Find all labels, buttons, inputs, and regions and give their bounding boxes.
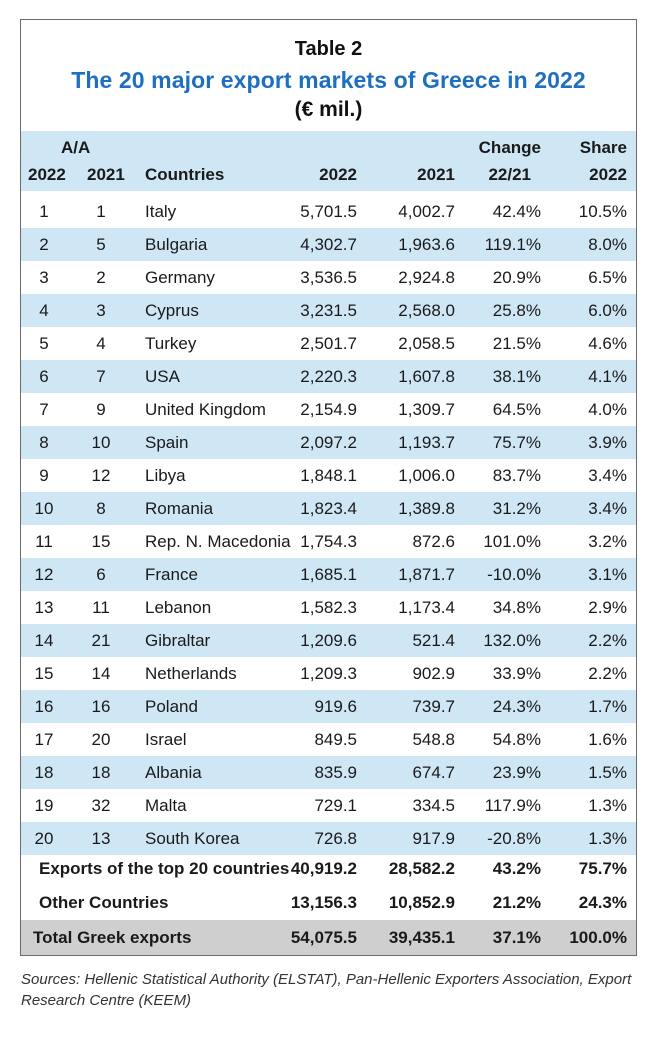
cell-share: 6.5% bbox=[588, 268, 627, 287]
cell-country: Poland bbox=[145, 697, 198, 716]
other-row bbox=[21, 886, 636, 919]
cell-change: 34.8% bbox=[492, 598, 541, 617]
cell-value-2022: 5,701.5 bbox=[300, 202, 357, 221]
cell-rank-2021: 21 bbox=[91, 631, 111, 650]
cell-value-2021: 2,058.5 bbox=[398, 334, 455, 353]
cell-value-2022: 2,501.7 bbox=[300, 334, 357, 353]
cell-value-2021: 1,309.7 bbox=[398, 400, 455, 419]
table-row bbox=[21, 294, 636, 327]
cell-change: 75.7% bbox=[492, 433, 541, 452]
other-label: Other Countries bbox=[39, 893, 169, 912]
table-row bbox=[21, 393, 636, 426]
cell-value-2022: 2,220.3 bbox=[300, 367, 357, 386]
cell-rank-2021: 16 bbox=[91, 697, 111, 716]
cell-value-2022: 1,754.3 bbox=[300, 532, 357, 551]
cell-rank-2021: 11 bbox=[92, 598, 110, 617]
cell-rank-2021: 7 bbox=[96, 367, 106, 386]
header-change-top: Change bbox=[478, 138, 541, 157]
cell-rank-2021: 4 bbox=[96, 334, 106, 353]
top20-value-2021: 28,582.2 bbox=[388, 859, 455, 878]
cell-rank-2022: 16 bbox=[34, 697, 54, 716]
cell-change: 33.9% bbox=[492, 664, 541, 683]
cell-change: 101.0% bbox=[483, 532, 541, 551]
top20-label: Exports of the top 20 countries bbox=[39, 859, 290, 878]
other-change: 21.2% bbox=[492, 893, 541, 912]
cell-country: Cyprus bbox=[145, 301, 199, 320]
cell-rank-2022: 5 bbox=[39, 334, 49, 353]
cell-change: 23.9% bbox=[492, 763, 541, 782]
cell-rank-2022: 12 bbox=[34, 565, 54, 584]
cell-country: Romania bbox=[145, 499, 214, 518]
cell-value-2021: 2,924.8 bbox=[398, 268, 455, 287]
cell-value-2021: 1,871.7 bbox=[398, 565, 455, 584]
cell-share: 1.6% bbox=[588, 730, 627, 749]
table-row bbox=[21, 327, 636, 360]
table-row bbox=[21, 690, 636, 723]
cell-share: 6.0% bbox=[588, 301, 627, 320]
table-unit: (€ mil.) bbox=[294, 98, 363, 121]
cell-share: 10.5% bbox=[578, 202, 627, 221]
cell-share: 3.4% bbox=[588, 466, 627, 485]
header-change-bottom: 22/21 bbox=[488, 165, 531, 184]
cell-country: Italy bbox=[145, 202, 177, 221]
cell-share: 1.3% bbox=[588, 829, 627, 848]
table-header bbox=[21, 131, 636, 191]
cell-country: Netherlands bbox=[145, 664, 237, 683]
cell-country: Turkey bbox=[145, 334, 197, 353]
cell-share: 3.4% bbox=[588, 499, 627, 518]
cell-value-2022: 3,231.5 bbox=[300, 301, 357, 320]
cell-share: 1.5% bbox=[588, 763, 627, 782]
cell-share: 8.0% bbox=[588, 235, 627, 254]
cell-country: South Korea bbox=[145, 829, 240, 848]
cell-value-2021: 1,963.6 bbox=[398, 235, 455, 254]
table-row bbox=[21, 789, 636, 822]
total-value-2022: 54,075.5 bbox=[290, 928, 357, 947]
cell-share: 1.3% bbox=[588, 796, 627, 815]
total-share: 100.0% bbox=[569, 928, 627, 947]
cell-rank-2022: 3 bbox=[39, 268, 49, 287]
cell-change: 132.0% bbox=[483, 631, 541, 650]
cell-rank-2022: 6 bbox=[39, 367, 49, 386]
cell-value-2022: 849.5 bbox=[314, 730, 357, 749]
cell-value-2022: 1,685.1 bbox=[300, 565, 357, 584]
cell-rank-2021: 10 bbox=[91, 433, 111, 452]
cell-country: USA bbox=[145, 367, 180, 386]
total-row bbox=[21, 920, 636, 955]
table-row bbox=[21, 624, 636, 657]
cell-change: -20.8% bbox=[487, 829, 541, 848]
cell-country: Albania bbox=[145, 763, 202, 782]
cell-value-2022: 4,302.7 bbox=[300, 235, 357, 254]
header-rank-2022: 2022 bbox=[28, 165, 66, 184]
cell-rank-2021: 32 bbox=[91, 796, 111, 815]
cell-rank-2022: 7 bbox=[39, 400, 49, 419]
cell-value-2021: 739.7 bbox=[412, 697, 455, 716]
table-row bbox=[21, 426, 636, 459]
table-row bbox=[21, 756, 636, 789]
cell-share: 2.9% bbox=[588, 598, 627, 617]
cell-rank-2021: 8 bbox=[96, 499, 106, 518]
cell-rank-2021: 18 bbox=[91, 763, 111, 782]
other-share: 24.3% bbox=[578, 893, 627, 912]
cell-country: Spain bbox=[145, 433, 189, 452]
cell-value-2021: 2,568.0 bbox=[398, 301, 455, 320]
header-value-2021: 2021 bbox=[417, 165, 455, 184]
cell-rank-2021: 6 bbox=[96, 565, 106, 584]
cell-value-2021: 4,002.7 bbox=[398, 202, 455, 221]
cell-value-2022: 726.8 bbox=[314, 829, 357, 848]
cell-country: Germany bbox=[145, 268, 215, 287]
cell-change: 25.8% bbox=[492, 301, 541, 320]
cell-value-2022: 1,848.1 bbox=[300, 466, 357, 485]
cell-rank-2022: 9 bbox=[39, 466, 49, 485]
cell-value-2021: 902.9 bbox=[412, 664, 455, 683]
cell-value-2022: 2,154.9 bbox=[300, 400, 357, 419]
cell-rank-2022: 18 bbox=[34, 763, 54, 782]
cell-share: 3.2% bbox=[588, 532, 627, 551]
cell-country: France bbox=[145, 565, 198, 584]
cell-rank-2022: 13 bbox=[34, 598, 54, 617]
cell-rank-2022: 11 bbox=[35, 532, 53, 551]
cell-share: 3.1% bbox=[588, 565, 627, 584]
table-row bbox=[21, 591, 636, 624]
cell-change: 54.8% bbox=[492, 730, 541, 749]
cell-change: 38.1% bbox=[492, 367, 541, 386]
header-share-top: Share bbox=[579, 138, 627, 157]
cell-change: 21.5% bbox=[492, 334, 541, 353]
cell-value-2021: 1,389.8 bbox=[398, 499, 455, 518]
cell-share: 1.7% bbox=[588, 697, 627, 716]
cell-change: 64.5% bbox=[492, 400, 541, 419]
table-row bbox=[21, 723, 636, 756]
cell-rank-2022: 1 bbox=[39, 202, 49, 221]
header-rank-2021: 2021 bbox=[87, 165, 125, 184]
header-share-bottom: 2022 bbox=[589, 165, 627, 184]
table-row bbox=[21, 360, 636, 393]
header-value-2022: 2022 bbox=[319, 165, 357, 184]
cell-value-2021: 521.4 bbox=[412, 631, 455, 650]
table-row bbox=[21, 525, 636, 558]
cell-value-2021: 548.8 bbox=[412, 730, 455, 749]
cell-rank-2021: 1 bbox=[96, 202, 106, 221]
table-row bbox=[21, 261, 636, 294]
cell-value-2021: 1,607.8 bbox=[398, 367, 455, 386]
cell-rank-2021: 3 bbox=[96, 301, 106, 320]
table-label: Table 2 bbox=[294, 38, 363, 60]
cell-share: 4.6% bbox=[588, 334, 627, 353]
cell-value-2021: 917.9 bbox=[412, 829, 455, 848]
table-row bbox=[21, 492, 636, 525]
cell-rank-2021: 15 bbox=[91, 532, 111, 551]
other-value-2021: 10,852.9 bbox=[388, 893, 455, 912]
cell-share: 3.9% bbox=[588, 433, 627, 452]
cell-change: -10.0% bbox=[487, 565, 541, 584]
cell-rank-2022: 17 bbox=[34, 730, 54, 749]
title-block bbox=[21, 20, 636, 130]
cell-rank-2022: 10 bbox=[34, 499, 54, 518]
cell-share: 4.1% bbox=[588, 367, 627, 386]
cell-change: 83.7% bbox=[492, 466, 541, 485]
cell-value-2022: 729.1 bbox=[314, 796, 357, 815]
table-row bbox=[21, 228, 636, 261]
cell-value-2022: 1,209.3 bbox=[300, 664, 357, 683]
cell-country: Gibraltar bbox=[145, 631, 211, 650]
cell-country: Lebanon bbox=[145, 598, 212, 617]
cell-value-2022: 3,536.5 bbox=[300, 268, 357, 287]
table-row bbox=[21, 459, 636, 492]
table-row bbox=[21, 195, 636, 228]
table-row bbox=[21, 822, 636, 855]
cell-rank-2022: 19 bbox=[34, 796, 54, 815]
cell-rank-2022: 20 bbox=[34, 829, 54, 848]
cell-rank-2021: 5 bbox=[96, 235, 106, 254]
cell-rank-2022: 14 bbox=[34, 631, 54, 650]
top20-value-2022: 40,919.2 bbox=[290, 859, 357, 878]
cell-country: Malta bbox=[145, 796, 187, 815]
cell-value-2021: 1,006.0 bbox=[398, 466, 455, 485]
other-value-2022: 13,156.3 bbox=[290, 893, 357, 912]
cell-share: 2.2% bbox=[588, 631, 627, 650]
cell-rank-2021: 12 bbox=[91, 466, 111, 485]
cell-rank-2021: 13 bbox=[91, 829, 111, 848]
cell-value-2022: 835.9 bbox=[314, 763, 357, 782]
header-countries: Countries bbox=[145, 165, 225, 184]
total-value-2021: 39,435.1 bbox=[388, 928, 455, 947]
cell-value-2022: 1,209.6 bbox=[300, 631, 357, 650]
cell-value-2021: 674.7 bbox=[412, 763, 455, 782]
cell-change: 117.9% bbox=[484, 796, 541, 815]
cell-value-2022: 1,582.3 bbox=[300, 598, 357, 617]
table-frame bbox=[20, 19, 637, 956]
table-row bbox=[21, 558, 636, 591]
sources-note: Sources: Hellenic Statistical Authority (ELSTAT), Pan-Hellenic Exporters Association, Export Research Centre (KEEM) bbox=[21, 971, 632, 1009]
cell-rank-2021: 9 bbox=[96, 400, 106, 419]
cell-change: 31.2% bbox=[492, 499, 541, 518]
top20-change: 43.2% bbox=[492, 859, 541, 878]
cell-rank-2022: 4 bbox=[39, 301, 49, 320]
cell-share: 2.2% bbox=[588, 664, 627, 683]
cell-country: Bulgaria bbox=[145, 235, 208, 254]
table-row bbox=[21, 657, 636, 690]
cell-rank-2021: 20 bbox=[91, 730, 111, 749]
cell-value-2021: 334.5 bbox=[412, 796, 455, 815]
header-aa: A/A bbox=[61, 138, 91, 157]
cell-value-2022: 1,823.4 bbox=[300, 499, 357, 518]
cell-value-2022: 2,097.2 bbox=[300, 433, 357, 452]
cell-country: Libya bbox=[145, 466, 186, 485]
cell-country: Israel bbox=[145, 730, 187, 749]
cell-share: 4.0% bbox=[588, 400, 627, 419]
cell-value-2021: 1,193.7 bbox=[398, 433, 455, 452]
cell-rank-2022: 15 bbox=[34, 664, 54, 683]
cell-value-2022: 919.6 bbox=[314, 697, 357, 716]
cell-country: United Kingdom bbox=[145, 400, 266, 419]
cell-change: 42.4% bbox=[492, 202, 541, 221]
cell-change: 119.1% bbox=[484, 235, 541, 254]
cell-country: Rep. N. Macedonia bbox=[145, 532, 291, 551]
cell-change: 20.9% bbox=[492, 268, 541, 287]
cell-value-2021: 872.6 bbox=[412, 532, 455, 551]
top20-row bbox=[21, 852, 636, 885]
total-change: 37.1% bbox=[492, 928, 541, 947]
cell-rank-2022: 2 bbox=[39, 235, 49, 254]
cell-rank-2021: 14 bbox=[91, 664, 111, 683]
cell-rank-2022: 8 bbox=[39, 433, 49, 452]
cell-rank-2021: 2 bbox=[96, 268, 106, 287]
cell-change: 24.3% bbox=[492, 697, 541, 716]
total-label: Total Greek exports bbox=[33, 928, 192, 947]
top20-share: 75.7% bbox=[578, 859, 627, 878]
table-title: The 20 major export markets of Greece in 2022 bbox=[71, 67, 586, 93]
cell-value-2021: 1,173.4 bbox=[398, 598, 455, 617]
